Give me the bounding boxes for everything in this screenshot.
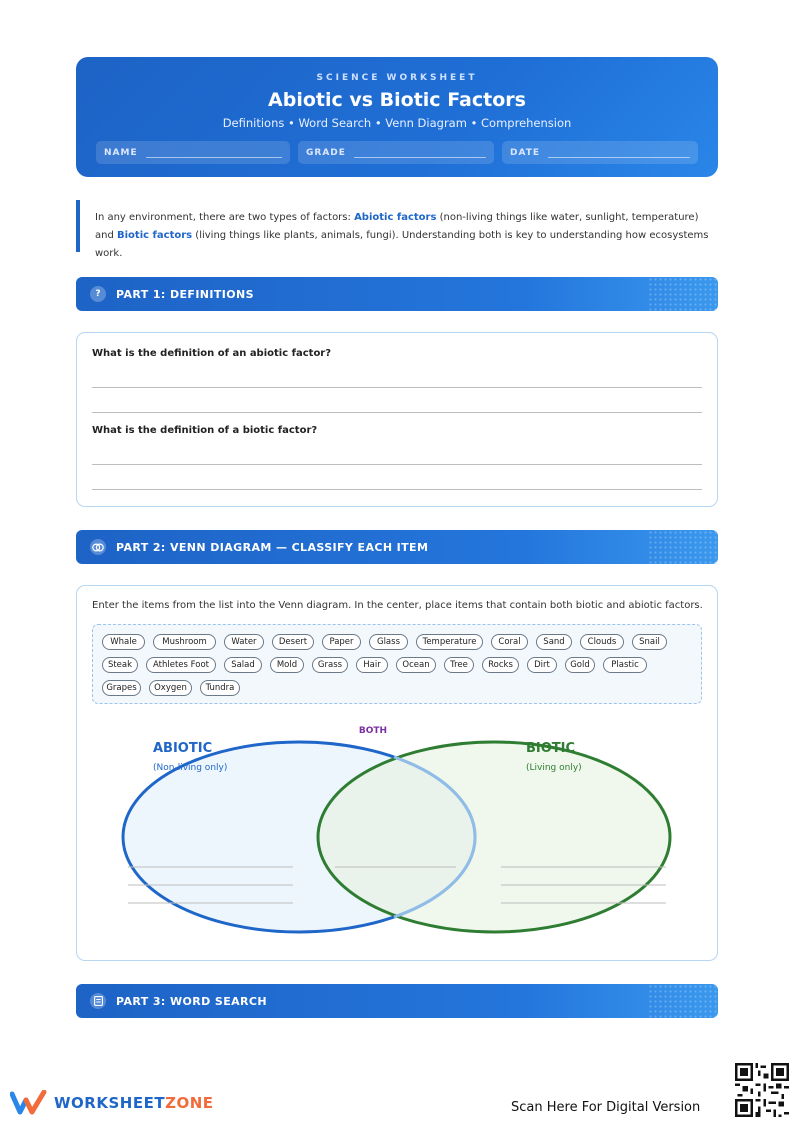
scan-caption: Scan Here For Digital Version xyxy=(511,1100,701,1115)
grade-label: GRADE xyxy=(306,147,346,158)
word-chip[interactable]: Grass xyxy=(312,657,348,673)
intro-text: (non-living things like water, sunlight, temperature) and xyxy=(95,212,699,241)
answer-line[interactable] xyxy=(92,387,702,388)
date-field[interactable] xyxy=(502,141,698,164)
part3-title: PART 3: WORD SEARCH xyxy=(116,994,267,1008)
word-chip[interactable]: Coral xyxy=(491,634,528,650)
answer-line[interactable] xyxy=(92,489,702,490)
word-chip[interactable]: Temperature xyxy=(416,634,483,650)
part3-banner xyxy=(76,984,718,1018)
word-chip[interactable]: Snail xyxy=(632,634,667,650)
biotic-title: BIOTIC xyxy=(526,741,576,756)
word-chip[interactable]: Dirt xyxy=(527,657,557,673)
intro-abiotic-term: Abiotic factors xyxy=(354,212,437,223)
abiotic-subtitle: (Non-living only) xyxy=(153,763,228,773)
word-chip[interactable]: Paper xyxy=(322,634,361,650)
word-chip[interactable]: Sand xyxy=(536,634,572,650)
word-chip[interactable]: Mold xyxy=(270,657,304,673)
logo-icon xyxy=(10,1090,48,1116)
brand-part: WORKSHEET xyxy=(54,1094,166,1112)
word-chip[interactable]: Tundra xyxy=(200,680,240,696)
part2-title: PART 2: VENN DIAGRAM — CLASSIFY EACH ITEM xyxy=(116,540,429,554)
word-chip[interactable]: Tree xyxy=(444,657,474,673)
date-line xyxy=(548,157,690,158)
dot-pattern xyxy=(648,984,718,1018)
biotic-subtitle: (Living only) xyxy=(526,763,582,773)
intro-biotic-term: Biotic factors xyxy=(117,230,193,241)
word-chip[interactable]: Salad xyxy=(224,657,262,673)
dot-pattern xyxy=(648,277,718,311)
word-chip[interactable]: Water xyxy=(224,634,264,650)
word-chip[interactable]: Ocean xyxy=(396,657,436,673)
answer-line[interactable] xyxy=(92,412,702,413)
both-label: BOTH xyxy=(358,726,388,736)
word-chip[interactable]: Whale xyxy=(102,634,145,650)
name-field[interactable] xyxy=(96,141,290,164)
brand-part: ZONE xyxy=(165,1094,214,1112)
intro-paragraph xyxy=(76,200,718,259)
worksheet-title: Abiotic vs Biotic Factors xyxy=(268,89,526,111)
word-chip[interactable]: Steak xyxy=(102,657,138,673)
word-chip[interactable]: Mushroom xyxy=(153,634,216,650)
word-chip[interactable]: Hair xyxy=(356,657,388,673)
question-biotic: What is the definition of a biotic factor? xyxy=(92,425,318,436)
answer-line[interactable] xyxy=(92,464,702,465)
qr-code-icon[interactable] xyxy=(735,1063,789,1117)
worksheet-subtitle: Definitions • Word Search • Venn Diagram • Comprehension xyxy=(222,116,572,130)
word-chip[interactable]: Plastic xyxy=(603,657,647,673)
venn-icon xyxy=(90,539,106,555)
definitions-card xyxy=(76,332,718,507)
question-icon: ? xyxy=(90,286,106,302)
date-label: DATE xyxy=(510,147,541,158)
worksheet-header xyxy=(76,57,718,177)
brand-name xyxy=(54,1094,214,1112)
word-chip[interactable]: Desert xyxy=(272,634,314,650)
dot-pattern xyxy=(648,530,718,564)
abiotic-title: ABIOTIC xyxy=(153,741,213,756)
word-chip[interactable]: Glass xyxy=(369,634,408,650)
part1-banner xyxy=(76,277,718,311)
word-chip[interactable]: Athletes Foot xyxy=(146,657,216,673)
name-line xyxy=(146,157,282,158)
brand-logo xyxy=(10,1090,214,1116)
word-chip[interactable]: Oxygen xyxy=(149,680,192,696)
document-icon xyxy=(90,993,106,1009)
part1-title: PART 1: DEFINITIONS xyxy=(116,287,254,301)
word-chip[interactable]: Grapes xyxy=(102,680,141,696)
intro-text: In any environment, there are two types of factors: xyxy=(95,212,355,223)
word-chip[interactable]: Clouds xyxy=(580,634,624,650)
part2-banner xyxy=(76,530,718,564)
grade-field[interactable] xyxy=(298,141,494,164)
grade-line xyxy=(354,157,486,158)
intro-text: (living things like plants, animals, fungi). Understanding both is key to understanding how ecosystems work. xyxy=(95,230,709,259)
worksheet-kicker: SCIENCE WORKSHEET xyxy=(316,73,478,83)
word-chip[interactable]: Rocks xyxy=(482,657,519,673)
venn-diagram xyxy=(77,586,716,959)
venn-card xyxy=(76,585,718,961)
name-label: NAME xyxy=(104,147,138,158)
venn-instruction: Enter the items from the list into the Venn diagram. In the center, place items that contain both biotic and abiotic factors. xyxy=(92,600,703,611)
question-abiotic: What is the definition of an abiotic factor? xyxy=(92,348,332,359)
word-chip[interactable]: Gold xyxy=(565,657,595,673)
